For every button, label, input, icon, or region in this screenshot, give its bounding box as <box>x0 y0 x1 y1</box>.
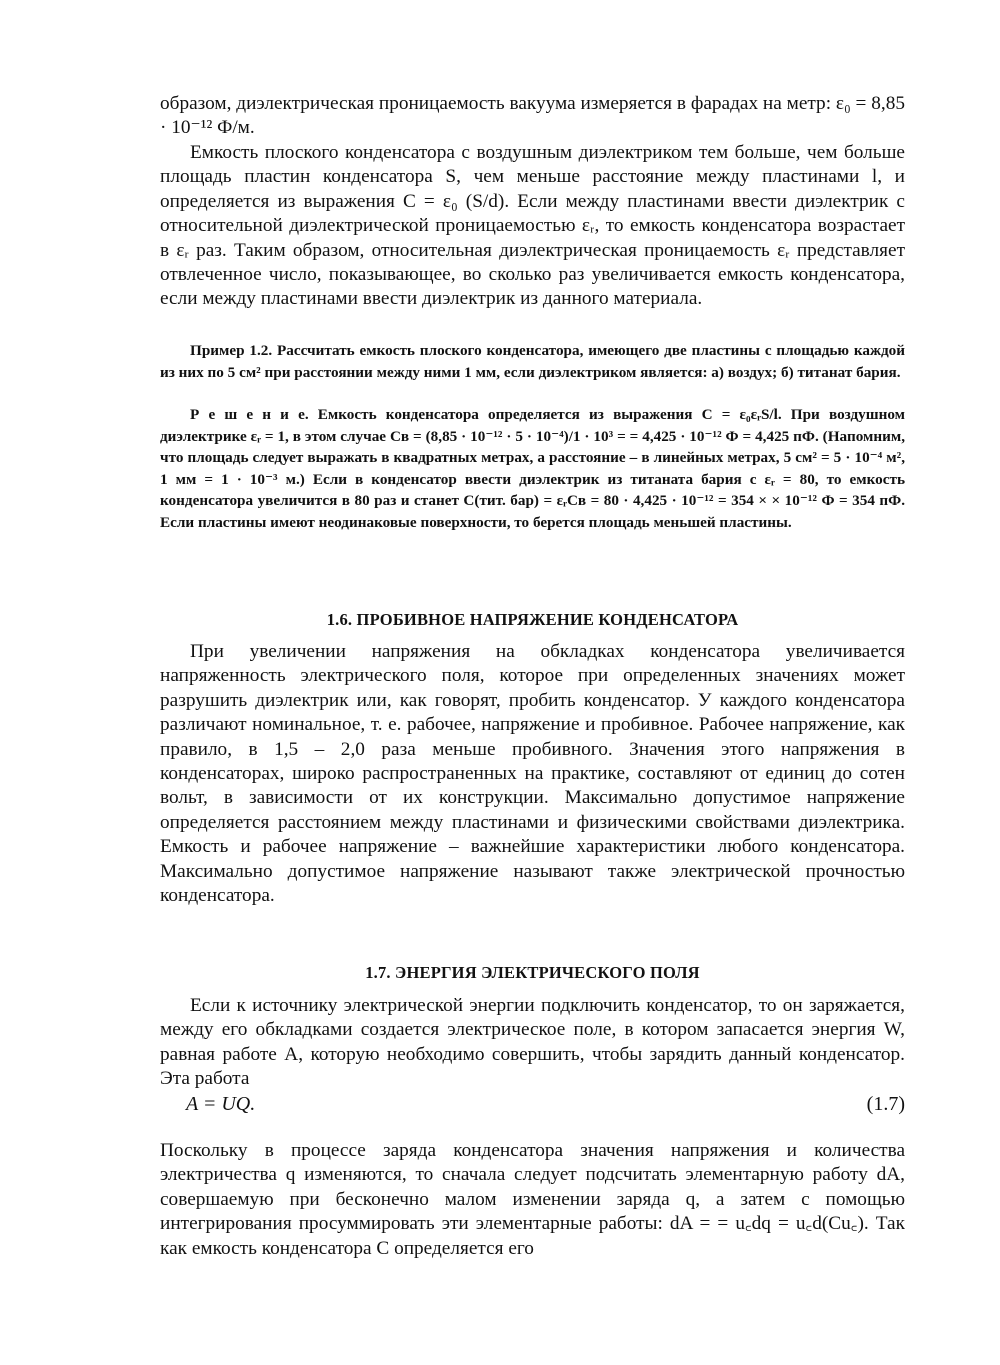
example-solution: Р е ш е н и е. Емкость конденсатора определяется из выражения C = ε₀εᵣS/l. При воздушном диэлектрике εᵣ = 1, в этом случае Cв = (8,85 · 10⁻¹² · 5 · 10⁻⁴)/1 · 10³ = = 4,425 · 10⁻¹² Ф = 4,425 пФ. (Напомним, что площадь следует выражать в квадратных метрах, а расстояние – в линейных метрах, 5 см² = 5 · 10⁻⁴ м², 1 мм = 1 · 10⁻³ м.) Если в конденсатор ввести диэлектрик из титаната бария с εᵣ = 80, то емкость конденсатора увеличится в 80 раз и станет C(тит. бар) = εᵣCв = 80 · 4,425 · 10⁻¹² = 354 × × 10⁻¹² Ф = 354 пФ. Если пластины имеют неодинаковые поверхности, то берется площадь меньшей пластины. <box>160 406 905 531</box>
equation-text: A = UQ. <box>186 1093 256 1115</box>
section-heading-1-7: 1.7. ЭНЕРГИЯ ЭЛЕКТРИЧЕСКОГО ПОЛЯ <box>365 963 700 982</box>
equation-number: (1.7) <box>866 1093 905 1115</box>
paragraph-field-energy: Если к источнику электрической энергии подключить конденсатор, то он заряжается, между его обкладками создается электрическое поле, в котором запасается энергия W, равная работе A, которую необходимо совершить, чтобы зарядить данный конденсатор. Эта работа <box>160 995 905 1090</box>
example-1-2: Пример 1.2. Рассчитать емкость плоского конденсатора, имеющего две пластины с площадью каждой из них по 5 см² при расстоянии между ними 1 мм, если диэлектриком является: а) воздух; б) титанат бария. <box>160 342 905 381</box>
paragraph-vacuum-permittivity: образом, диэлектрическая проницаемость вакуума измеряется в фарадах на метр: ε₀ = 8,85 · 10⁻¹² Ф/м. <box>160 93 905 139</box>
equation-1-7 <box>186 1093 905 1116</box>
paragraph-breakdown-voltage: При увеличении напряжения на обкладках конденсатора увеличивается напряженность электрического поля, которое при определенных значениях может разрушить диэлектрик или, как говорят, пробить конденсатор. У каждого конденсатора различают номинальное, т. е. рабочее, напряжение и пробивное. Рабочее напряжение, как правило, в 1,5 – 2,0 раза меньше пробивного. Значения этого напряжения в конденсаторах, широко распространенных на практике, составляют от единиц до сотен вольт, в зависимости от их конструкции. Максимально допустимое напряжение определяется расстоянием между пластинами и физическими свойствами диэлектрика. Емкость и рабочее напряжение – важнейшие характеристики любого конденсатора. Максимально допустимое напряжение называют также электрической прочностью конденсатора. <box>160 641 905 907</box>
paragraph-flat-capacitor: Емкость плоского конденсатора с воздушным диэлектриком тем больше, чем больше площадь пластин конденсатора S, чем меньше расстояние между пластинами l, и определяется из выражения C = ε₀ (S/d). Если между пластинами ввести диэлектрик с относительной диэлектрической проницаемостью εᵣ, то емкость конденсатора возрастает в εᵣ раз. Таким образом, относительная диэлектрическая проницаемость εᵣ представляет отвлеченное число, показывающее, во сколько раз увеличивается емкость конденсатора, если между пластинами ввести диэлектрик из данного материала. <box>160 142 905 310</box>
section-heading-1-6: 1.6. ПРОБИВНОЕ НАПРЯЖЕНИЕ КОНДЕНСАТОРА <box>326 610 739 629</box>
paragraph-elementary-work: Поскольку в процессе заряда конденсатора значения напряжения и количества электричества q изменяются, то сначала следует подсчитать элементарную работу dA, совершаемую при бесконечно малом изменении заряда q, а затем с помощью интегрирования просуммировать эти элементарные работы: dA = = u꜀dq = u꜀d(Cu꜀). Так как емкость конденсатора C определяется его <box>160 1140 905 1259</box>
